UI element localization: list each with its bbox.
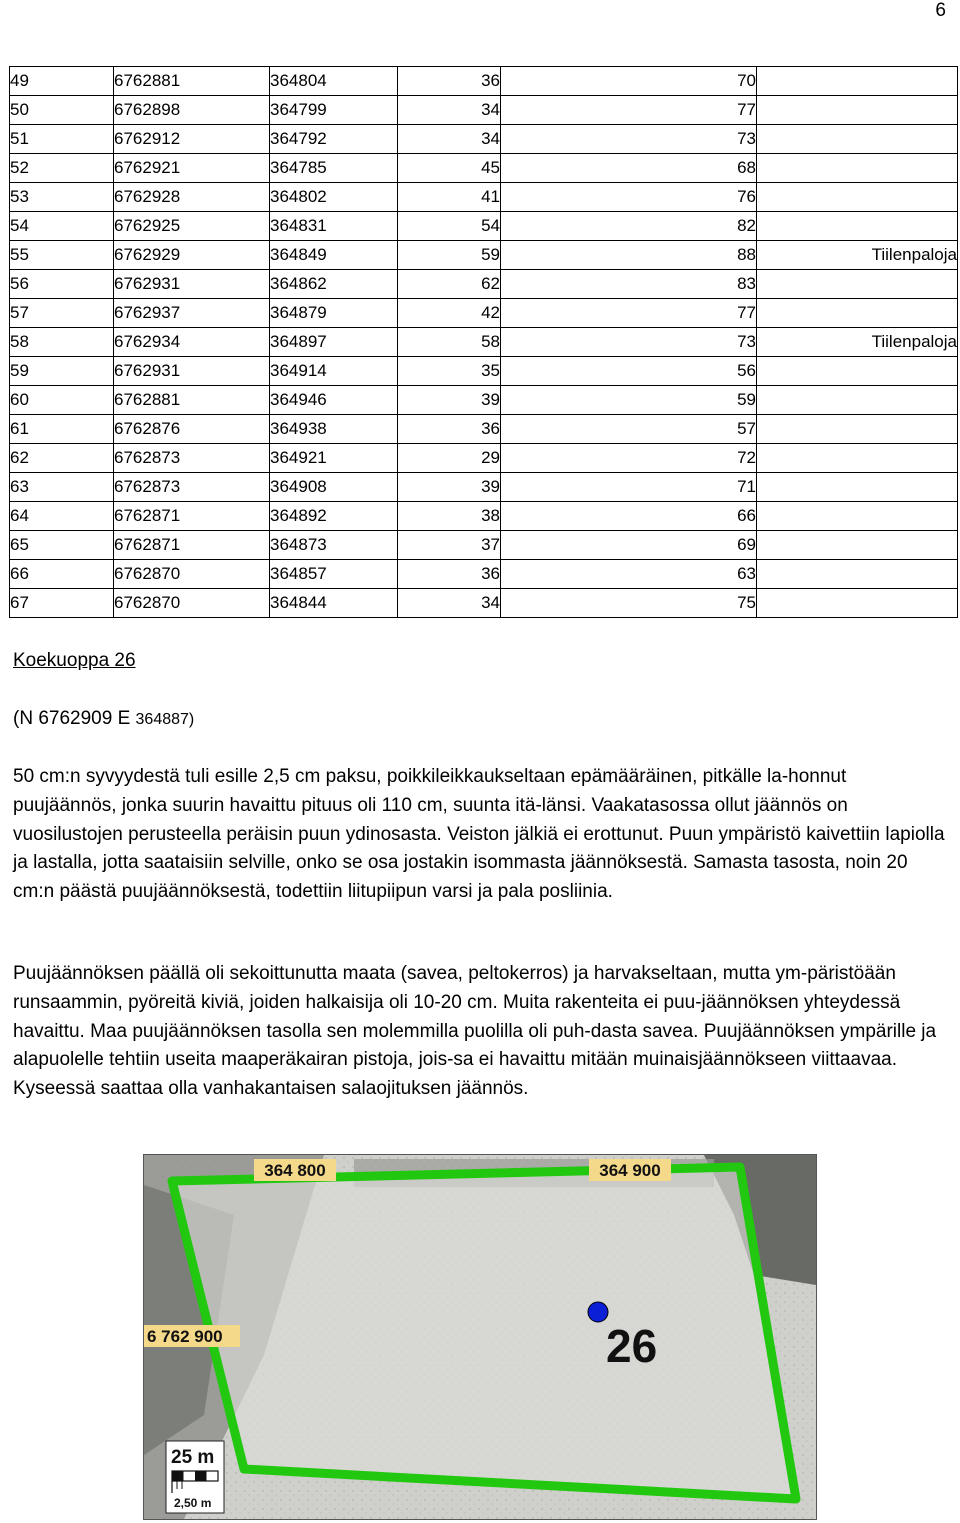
table-row	[10, 560, 958, 589]
table-body	[10, 67, 958, 618]
table-row	[10, 444, 958, 473]
map-svg	[144, 1155, 816, 1519]
table-row	[10, 328, 958, 357]
cell-coord-e: 364946	[270, 386, 398, 415]
measurement-table	[9, 66, 958, 618]
paragraph-find-description: 50 cm:n syvyydestä tuli esille 2,5 cm paksu, poikkileikkaukseltaan epämääräinen, pitkälle la-honnut puujäännös, jonka suurin havaittu pituus oli 110 cm, suunta itä-länsi. Vaakatasossa ollut jäännös on vuosilustojen perusteella peräisin puun ydinosasta. Veiston jälkiä ei erottunut. Puun ympäristö kaivettiin lapiolla ja lastalla, jotta saataisiin selville, onko se osa jostakin isommasta jäännöksestä. Samasta tasosta, noin 20 cm:n päästä puujäännöksestä, todettiin liitupiipun varsi ja pala posliinia.	[13, 766, 945, 903]
cell-value-1: 35	[398, 357, 501, 386]
cell-point-number: 64	[10, 502, 114, 531]
cell-coord-e: 364831	[270, 212, 398, 241]
cell-note	[757, 589, 958, 618]
cell-value-1: 38	[398, 502, 501, 531]
paragraph-soil-description: Puujäännöksen päällä oli sekoittunutta maata (savea, peltokerros) ja harvakseltaan, mutta ym-päristöään runsaammin, pyöreitä kiviä, joiden halkaisija oli 10-20 cm. Muita rakenteita ei puu-jäännöksen yhteydessä havaittu. Maa puujäännöksen tasolla sen molemmilla puolilla oli puh-dasta savea. Puujäännöksen ympärille ja alapuolelle tehtiin useita maaperäkairan pistoja, jois-sa ei havaittu mitään muinaisjäännökseen viittaavaa. Kyseessä saattaa olla vanhakantaisen salaojituksen jäännös.	[13, 963, 937, 1100]
cell-value-2: 72	[501, 444, 757, 473]
cell-note	[757, 386, 958, 415]
table-row	[10, 212, 958, 241]
cell-coord-e: 364914	[270, 357, 398, 386]
cell-coord-e: 364792	[270, 125, 398, 154]
aerial-map	[143, 1154, 817, 1520]
cell-coord-e: 364849	[270, 241, 398, 270]
table-row	[10, 473, 958, 502]
cell-coord-e: 364799	[270, 96, 398, 125]
cell-coord-e: 364802	[270, 183, 398, 212]
cell-value-2: 88	[501, 241, 757, 270]
cell-value-1: 54	[398, 212, 501, 241]
cell-coord-e: 364862	[270, 270, 398, 299]
cell-value-1: 39	[398, 473, 501, 502]
cell-value-1: 36	[398, 415, 501, 444]
cell-coord-n: 6762870	[114, 560, 270, 589]
coords-e-value: 364887)	[135, 711, 195, 728]
table-row	[10, 589, 958, 618]
cell-coord-n: 6762937	[114, 299, 270, 328]
cell-value-2: 70	[501, 67, 757, 96]
cell-point-number: 54	[10, 212, 114, 241]
cell-coord-e: 364908	[270, 473, 398, 502]
cell-value-2: 71	[501, 473, 757, 502]
cell-note	[757, 502, 958, 531]
cell-point-number: 60	[10, 386, 114, 415]
cell-value-2: 83	[501, 270, 757, 299]
cell-note	[757, 212, 958, 241]
cell-coord-n: 6762898	[114, 96, 270, 125]
table-row	[10, 183, 958, 212]
cell-value-2: 59	[501, 386, 757, 415]
cell-note	[757, 415, 958, 444]
cell-coord-e: 364897	[270, 328, 398, 357]
table-row	[10, 270, 958, 299]
table-row	[10, 357, 958, 386]
scale-label: 25 m	[171, 1447, 215, 1468]
cell-value-2: 68	[501, 154, 757, 183]
cell-point-number: 65	[10, 531, 114, 560]
cell-coord-n: 6762931	[114, 357, 270, 386]
cell-point-number: 62	[10, 444, 114, 473]
cell-value-1: 62	[398, 270, 501, 299]
cell-coord-n: 6762881	[114, 386, 270, 415]
cell-point-number: 57	[10, 299, 114, 328]
map-field	[172, 1167, 796, 1499]
cell-point-number: 63	[10, 473, 114, 502]
cell-value-2: 56	[501, 357, 757, 386]
cell-point-number: 58	[10, 328, 114, 357]
cell-coord-n: 6762928	[114, 183, 270, 212]
table-row	[10, 154, 958, 183]
cell-coord-e: 364804	[270, 67, 398, 96]
cell-coord-n: 6762876	[114, 415, 270, 444]
cell-value-1: 37	[398, 531, 501, 560]
cell-point-number: 67	[10, 589, 114, 618]
table-row	[10, 502, 958, 531]
cell-value-1: 58	[398, 328, 501, 357]
cell-value-2: 77	[501, 299, 757, 328]
cell-note	[757, 96, 958, 125]
cell-point-number: 49	[10, 67, 114, 96]
cell-coord-e: 364785	[270, 154, 398, 183]
cell-coord-e: 364892	[270, 502, 398, 531]
cell-coord-e: 364844	[270, 589, 398, 618]
cell-value-1: 42	[398, 299, 501, 328]
cell-coord-e: 364921	[270, 444, 398, 473]
cell-value-1: 59	[398, 241, 501, 270]
cell-coord-n: 6762873	[114, 473, 270, 502]
cell-coord-n: 6762881	[114, 67, 270, 96]
cell-value-2: 76	[501, 183, 757, 212]
cell-point-number: 56	[10, 270, 114, 299]
cell-note	[757, 125, 958, 154]
cell-coord-n: 6762870	[114, 589, 270, 618]
cell-value-2: 63	[501, 560, 757, 589]
cell-coord-n: 6762912	[114, 125, 270, 154]
cell-point-number: 59	[10, 357, 114, 386]
cell-point-number: 66	[10, 560, 114, 589]
cell-value-1: 41	[398, 183, 501, 212]
cell-value-2: 75	[501, 589, 757, 618]
cell-coord-e: 364857	[270, 560, 398, 589]
cell-point-number: 52	[10, 154, 114, 183]
cell-note	[757, 270, 958, 299]
cell-value-1: 34	[398, 96, 501, 125]
table-row	[10, 96, 958, 125]
cell-note	[757, 531, 958, 560]
cell-value-2: 57	[501, 415, 757, 444]
cell-coord-n: 6762925	[114, 212, 270, 241]
cell-coord-n: 6762921	[114, 154, 270, 183]
cell-note	[757, 183, 958, 212]
cell-coord-n: 6762873	[114, 444, 270, 473]
cell-value-1: 34	[398, 125, 501, 154]
table-row	[10, 125, 958, 154]
page-number: 6	[935, 0, 946, 21]
cell-value-1: 39	[398, 386, 501, 415]
coords-prefix: (N 6762909 E	[13, 708, 136, 729]
section-title: Koekuoppa 26	[13, 650, 136, 671]
cell-coord-e: 364873	[270, 531, 398, 560]
label-e2: 364 900	[599, 1161, 661, 1180]
cell-point-number: 61	[10, 415, 114, 444]
table-row	[10, 241, 958, 270]
label-e1: 364 800	[264, 1161, 326, 1180]
cell-value-1: 29	[398, 444, 501, 473]
cell-value-2: 73	[501, 125, 757, 154]
cell-note	[757, 357, 958, 386]
cell-point-number: 53	[10, 183, 114, 212]
cell-value-2: 66	[501, 502, 757, 531]
cell-value-1: 45	[398, 154, 501, 183]
table-row	[10, 386, 958, 415]
cell-value-1: 34	[398, 589, 501, 618]
cell-note	[757, 473, 958, 502]
cell-point-number: 55	[10, 241, 114, 270]
label-n: 6 762 900	[147, 1327, 223, 1346]
cell-note	[757, 67, 958, 96]
cell-note	[757, 154, 958, 183]
cell-note	[757, 299, 958, 328]
cell-note	[757, 560, 958, 589]
cell-note	[757, 444, 958, 473]
cell-value-1: 36	[398, 67, 501, 96]
cell-value-1: 36	[398, 560, 501, 589]
test-pit-marker	[588, 1302, 608, 1322]
cell-coord-n: 6762934	[114, 328, 270, 357]
cell-value-2: 77	[501, 96, 757, 125]
cell-point-number: 51	[10, 125, 114, 154]
table-row	[10, 299, 958, 328]
table-row	[10, 415, 958, 444]
table-row	[10, 67, 958, 96]
cell-coord-e: 364879	[270, 299, 398, 328]
cell-coord-e: 364938	[270, 415, 398, 444]
cell-note: Tiilenpaloja	[757, 328, 958, 357]
cell-coord-n: 6762871	[114, 531, 270, 560]
table-row	[10, 531, 958, 560]
cell-value-2: 73	[501, 328, 757, 357]
cell-coord-n: 6762931	[114, 270, 270, 299]
cell-point-number: 50	[10, 96, 114, 125]
cell-value-2: 82	[501, 212, 757, 241]
scale-sub-label: 2,50 m	[174, 1496, 212, 1510]
cell-value-2: 69	[501, 531, 757, 560]
test-pit-label: 26	[606, 1320, 658, 1372]
cell-coord-n: 6762871	[114, 502, 270, 531]
coordinates	[13, 708, 194, 730]
cell-note: Tiilenpaloja	[757, 241, 958, 270]
cell-coord-n: 6762929	[114, 241, 270, 270]
